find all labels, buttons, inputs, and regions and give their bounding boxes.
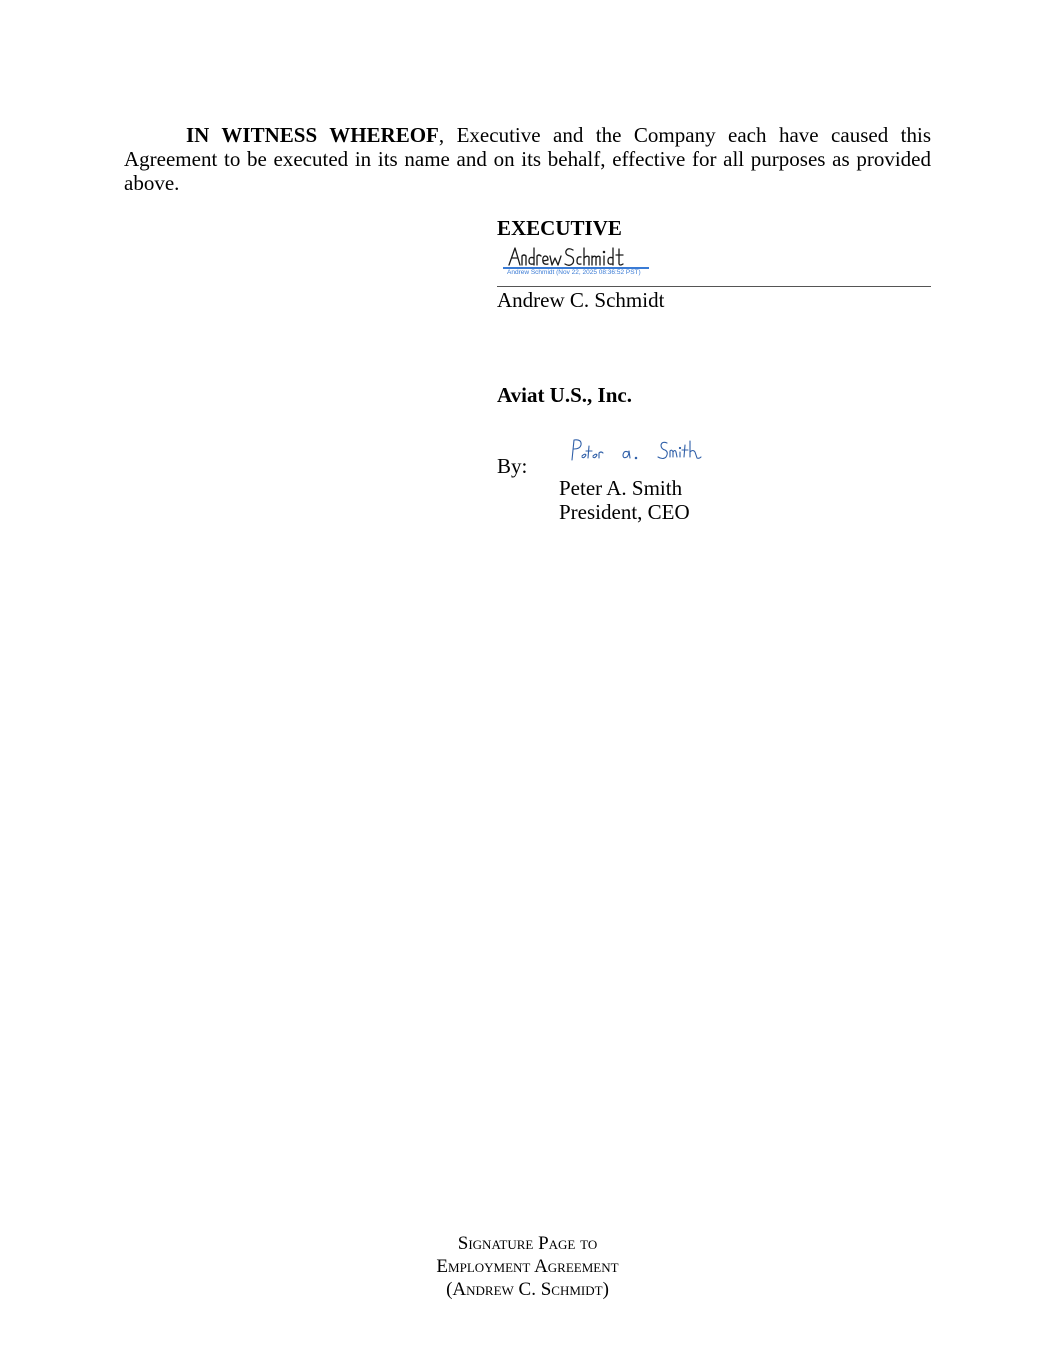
footer-line-2: Employment Agreement [436, 1256, 619, 1277]
executive-signature-script [505, 244, 649, 268]
company-signature-script [566, 436, 706, 466]
footer-line-1: Signature Page to [457, 1233, 598, 1254]
by-label: By: [497, 454, 528, 478]
witness-paragraph [124, 123, 931, 195]
witness-body: , Executive and the Company each have caused this Agreement to be executed in its name and on its behalf, effective for all purposes as provided above. [124, 123, 931, 195]
witness-lead: IN WITNESS WHEREOF [186, 123, 439, 147]
footer-line-3: (Andrew C. Schmidt) [446, 1279, 609, 1300]
signature-timestamp: Andrew Schmidt (Nov 22, 2025 08:36:52 PST) [507, 269, 641, 276]
signer-name: Peter A. Smith [559, 476, 683, 500]
executive-signature [503, 244, 653, 278]
executive-printed-name: Andrew C. Schmidt [497, 288, 665, 312]
signer-title: President, CEO [559, 500, 690, 524]
executive-heading: EXECUTIVE [497, 216, 622, 240]
page-footer [0, 1232, 1055, 1301]
company-name: Aviat U.S., Inc. [497, 383, 632, 407]
